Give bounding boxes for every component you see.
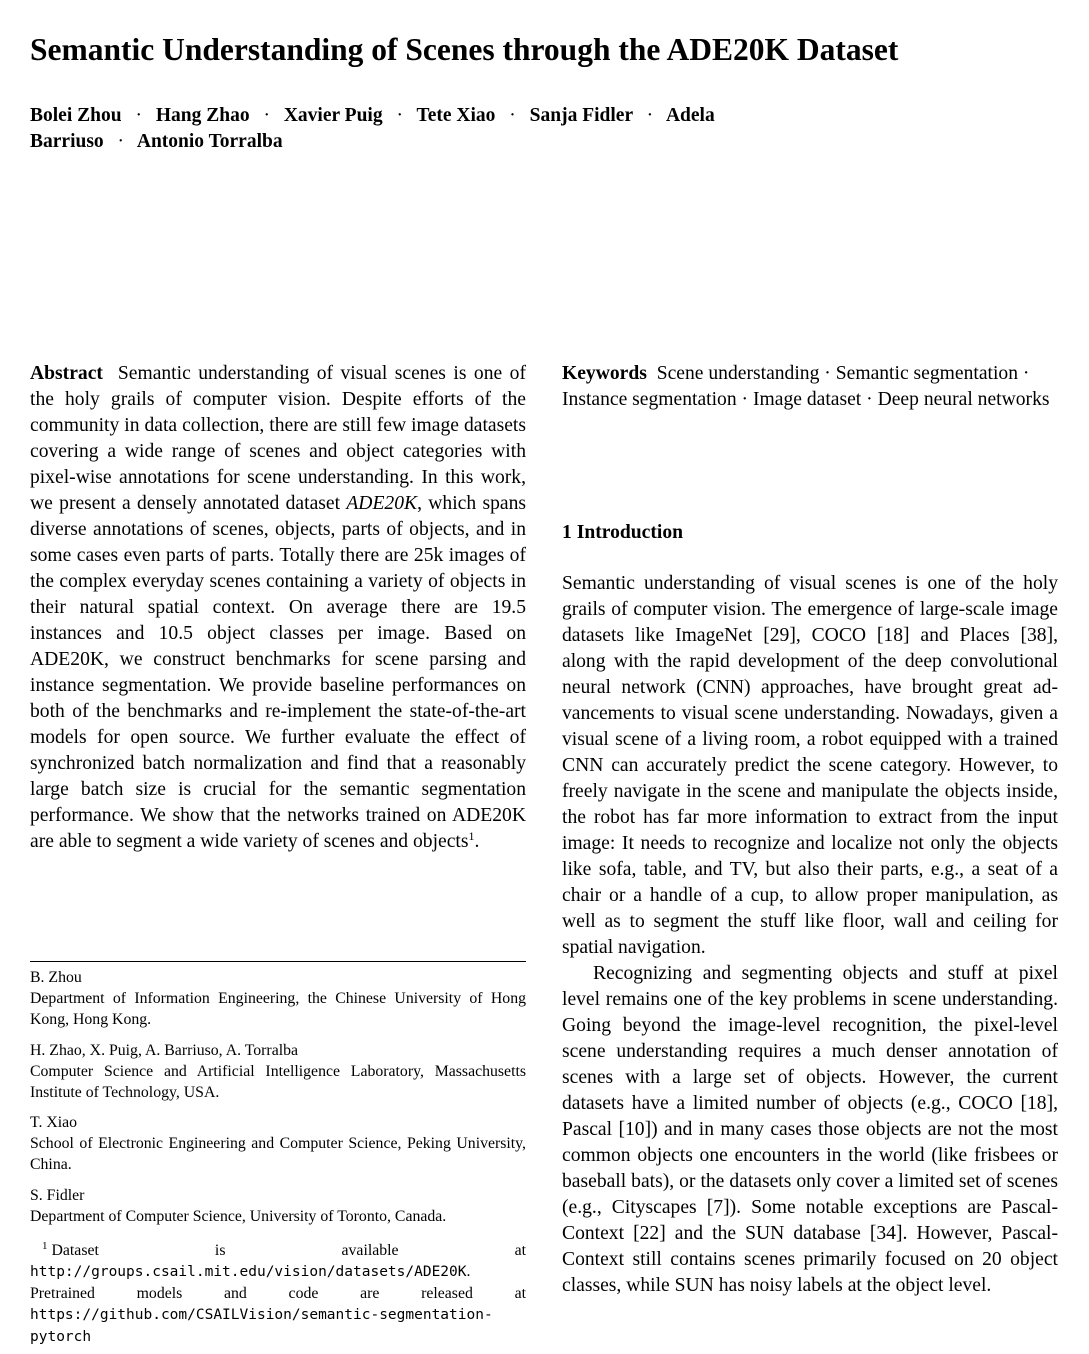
author-name: Hang Zhao bbox=[155, 105, 250, 126]
author-name: Adela Barriuso bbox=[30, 105, 715, 152]
keyword: Semantic segmentation bbox=[835, 363, 1019, 384]
footnote-marker: 1 bbox=[468, 829, 475, 843]
affiliation-block bbox=[30, 1185, 526, 1227]
affiliation-block bbox=[30, 1040, 526, 1103]
keyword: Image dataset bbox=[752, 389, 862, 410]
author-name: Bolei Zhou bbox=[30, 105, 122, 126]
footnote bbox=[30, 1240, 526, 1348]
author-separator: · bbox=[117, 131, 125, 152]
author-name: Sanja Fidler bbox=[529, 105, 633, 126]
abstract-text-1: Semantic understanding of visual scenes is one of the holy grails of computer vision. Despite efforts of the community in data collection, there are still few image datasets covering a wide range of scenes and object categories with pixel-wise annotations for scene understanding. In this work, we present a densely annotated dataset bbox=[30, 363, 526, 514]
keyword: Deep neural networks bbox=[877, 389, 1050, 410]
intro-paragraph-1: Semantic understanding of visual scenes is one of the holy grails of computer vision. The emergence of large-scale image datasets like ImageNet [29], COCO [18] and Places [38], along with the rapid development of the deep convolutional neural network (CNN) approaches, have brought great advancements to visual scene understanding. Nowadays, given a visual scene of a living room, a robot equipped with a trained CNN can accurately predict the scene category. However, to freely navigate in the scene and manipulate the objects inside, the robot has far more information to extract from the input image: It needs to recognize and localize not only the objects like sofa, table, and TV, but also their parts, e.g., a seat of a chair or a handle of a cup, to allow proper manipulation, as well as to segment the stuff like floor, wall and ceiling for spatial navigation. bbox=[562, 573, 1058, 958]
author-separator: · bbox=[135, 105, 142, 126]
keyword-separator: · bbox=[736, 389, 753, 410]
section-title: Introduction bbox=[576, 522, 684, 543]
affiliation-institution: Department of Computer Science, University of Toronto, Canada. bbox=[30, 1208, 447, 1225]
footnote-mark: 1 bbox=[42, 1240, 48, 1252]
keywords-label: Keywords bbox=[562, 363, 647, 384]
author-separator: · bbox=[396, 105, 403, 126]
affiliation-names: S. Fidler bbox=[30, 1187, 85, 1204]
section-heading bbox=[562, 520, 1058, 546]
author-separator: · bbox=[509, 105, 516, 126]
author-separator: · bbox=[263, 105, 270, 126]
keyword: Instance segmentation bbox=[562, 389, 737, 410]
footnote-code-text: Pretrained models and code are released at bbox=[30, 1285, 526, 1302]
dataset-link[interactable]: http://groups.csail.mit.edu/vision/datasets/ADE20K bbox=[30, 1264, 467, 1280]
section-number: 1 bbox=[562, 522, 572, 543]
abstract-text-2: , which spans diverse annotations of scenes, objects, parts of objects, and in some cases even parts of parts. Totally there are 25k images of the complex everyday scenes containing a variety of objects in their natural spatial context. On average there are 19.5 instances and 10.5 object classes per image. Based on ADE20K, we construct benchmarks for scene parsing and instance segmentation. We provide baseline performances on both of the benchmarks and re-implement the state-of-the-art models for open source. We further evaluate the effect of synchronized batch normalization and find that a reasonably large batch size is crucial for the semantic segmentation performance. We show that the networks trained on ADE20K are able to segment a wide variety of scenes and objects bbox=[30, 493, 526, 852]
footnote-dataset-end: . bbox=[466, 1263, 471, 1280]
author-name: Tete Xiao bbox=[416, 105, 496, 126]
abstract-dataset-name: ADE20K bbox=[346, 493, 418, 514]
footnote-rule bbox=[30, 961, 526, 962]
introduction-body bbox=[562, 571, 1058, 1299]
keyword-separator: · bbox=[1018, 363, 1030, 384]
author-list bbox=[30, 103, 790, 155]
keywords bbox=[562, 361, 1058, 413]
affiliation-institution: Computer Science and Artificial Intelligence Laboratory, Massachusetts Institute of Technology, USA. bbox=[30, 1063, 526, 1101]
footnote-dataset-text: Dataset is available at bbox=[51, 1242, 526, 1259]
keyword-separator: · bbox=[861, 389, 878, 410]
keyword-separator: · bbox=[819, 363, 836, 384]
keyword: Scene understanding bbox=[656, 363, 820, 384]
abstract-end: . bbox=[474, 831, 480, 852]
author-name: Xavier Puig bbox=[283, 105, 383, 126]
code-link[interactable]: https://github.com/CSAILVision/semantic-segmentation-pytorch bbox=[30, 1307, 493, 1345]
author-name: Antonio Torralba bbox=[136, 131, 283, 152]
affiliation-names: B. Zhou bbox=[30, 969, 82, 986]
author-separator: · bbox=[646, 105, 654, 126]
abstract-label: Abstract bbox=[30, 363, 103, 384]
intro-paragraph-2: Recognizing and segmenting objects and stuff at pixel level remains one of the key problems in scene understanding. Going beyond the image-level recognition, the pixel-level scene understanding requires a much denser annotation of scenes with a large set of objects. However, the current datasets have a limited number of objects (e.g., COCO [18], Pascal [10]) and in many cases those objects are not the most common objects one encounters in the world (like frisbees or baseball bats), or the datasets only cover a limited set of scenes (e.g., Cityscapes [7]). Some notable exceptions are Pascal-Context [22] and the SUN database [34]. However, Pascal-Context still contains scenes primarily focused on 20 object classes, while SUN has noisy labels at the object level. bbox=[562, 963, 1058, 1296]
affiliation-block bbox=[30, 967, 526, 1030]
abstract bbox=[30, 361, 526, 855]
affiliation-institution: Department of Information Engineering, the Chinese University of Hong Kong, Hong Kong. bbox=[30, 990, 526, 1028]
affiliation-block bbox=[30, 1112, 526, 1175]
paper-title: Semantic Understanding of Scenes through the ADE20K Dataset bbox=[30, 32, 899, 67]
affiliation-names: H. Zhao, X. Puig, A. Barriuso, A. Torralba bbox=[30, 1042, 298, 1059]
affiliation-names: T. Xiao bbox=[30, 1114, 78, 1131]
affiliation-institution: School of Electronic Engineering and Computer Science, Peking University, China. bbox=[30, 1135, 526, 1173]
